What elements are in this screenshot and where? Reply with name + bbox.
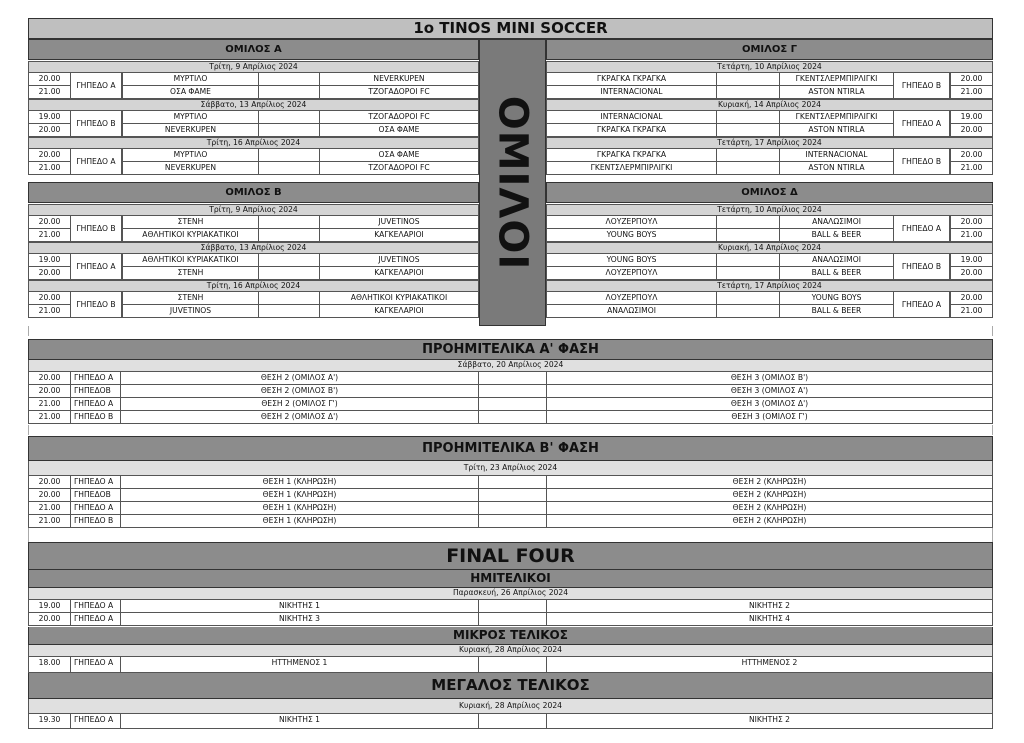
- away-team: ΤΖΟΓΑΔΟΡΟΙ FC: [368, 163, 430, 172]
- home-team: ΗΤΤΗΜΕΝΟΣ 1: [121, 657, 479, 672]
- venue-label: ΓΗΠΕΔΟ Β: [70, 292, 122, 318]
- venue-label: ΓΗΠΕΔΟ Β: [70, 111, 122, 137]
- home-team: ΓΚΡΑΓΚΑ ΓΚΡΑΓΚΑ: [547, 73, 717, 85]
- away-team: ΤΖΟΓΑΔΟΡΟΙ FC: [368, 112, 430, 121]
- match-time: 20.00: [29, 372, 71, 384]
- match-time: 21.00: [29, 398, 71, 410]
- home-team: ΘΕΣΗ 1 (ΚΛΗΡΩΣΗ): [121, 502, 479, 514]
- match-row: [28, 600, 993, 613]
- match-time: 21.00: [29, 515, 71, 527]
- away-team: ΘΕΣΗ 3 (ΟΜΙΛΟΣ Δ'): [730, 399, 809, 408]
- match-time: 21.00: [29, 162, 71, 174]
- semifinals-header: ΗΜΙΤΕΛΙΚΟΙ: [28, 570, 993, 588]
- score-slot: [717, 292, 780, 304]
- venue-label: ΓΗΠΕΔΟΒ: [71, 385, 121, 397]
- score-slot: [717, 86, 780, 98]
- away-team: ΚΑΓΚΕΛΑΡΙΟΙ: [374, 306, 424, 315]
- score-slot: [259, 292, 320, 304]
- match-date: Σάββατο, 13 Απρίλιος 2024: [28, 99, 479, 111]
- venue-label: ΓΗΠΕΔΟ Α: [71, 476, 121, 488]
- semifinals-date: Παρασκευή, 26 Απρίλιος 2024: [28, 588, 993, 600]
- match-time: 21.00: [29, 411, 71, 423]
- away-team: ΟΣΑ ΦΑΜΕ: [378, 125, 420, 134]
- match-time: 21.00: [960, 87, 983, 96]
- home-team: ΣΤΕΝΗ: [123, 292, 259, 304]
- score-slot: [259, 267, 320, 279]
- away-team: ΘΕΣΗ 3 (ΟΜΙΛΟΣ Β'): [730, 373, 809, 382]
- home-team: ΘΕΣΗ 2 (ΟΜΙΛΟΣ Γ'): [121, 398, 479, 410]
- match-time: 21.00: [960, 230, 983, 239]
- away-team: YOUNG BOYS: [780, 292, 894, 304]
- score-slot: [717, 73, 780, 85]
- home-team: ΝΙΚΗΤΗΣ 1: [121, 714, 479, 728]
- score-slot: [479, 515, 547, 527]
- match-time: 20.00: [960, 268, 983, 277]
- home-team: ΓΚΕΝΤΣΛΕΡΜΠΙΡΛΙΓΚΙ: [547, 162, 717, 174]
- match-row: [28, 398, 993, 411]
- home-team: INTERNACIONAL: [547, 86, 717, 98]
- match-time: 20.00: [29, 489, 71, 501]
- venue-label: ΓΗΠΕΔΟ Α: [70, 73, 122, 99]
- away-team: ΑΝΑΛΩΣΙΜΟΙ: [780, 254, 894, 266]
- score-slot: [479, 372, 547, 384]
- prequarters-a-date: Σάββατο, 20 Απρίλιος 2024: [28, 360, 993, 372]
- match-time: 20.00: [960, 217, 983, 226]
- away-team: BALL & BEER: [780, 267, 894, 279]
- final-four-header: FINAL FOUR: [28, 542, 993, 570]
- match-time: 20.00: [29, 476, 71, 488]
- match-date: Τετάρτη, 10 Απρίλιος 2024: [546, 204, 993, 216]
- home-team: NEVERKUPEN: [123, 162, 259, 174]
- score-slot: [259, 86, 320, 98]
- away-team: ΘΕΣΗ 2 (ΚΛΗΡΩΣΗ): [732, 477, 807, 486]
- group-b-header: ΟΜΙΛΟΣ Β: [28, 182, 479, 203]
- away-team: ΝΙΚΗΤΗΣ 4: [748, 614, 790, 623]
- venue-label: ΓΗΠΕΔΟ Α: [893, 216, 950, 242]
- home-team: ΣΤΕΝΗ: [123, 267, 259, 279]
- match-time: 21.00: [29, 229, 71, 241]
- venue-label: ΓΗΠΕΔΟ Α: [893, 111, 950, 137]
- home-team: ΓΚΡΑΓΚΑ ΓΚΡΑΓΚΑ: [547, 124, 717, 136]
- score-slot: [717, 267, 780, 279]
- match-time: 21.00: [29, 502, 71, 514]
- match-date: Τετάρτη, 17 Απρίλιος 2024: [546, 280, 993, 292]
- match-row: [28, 411, 993, 424]
- score-slot: [717, 111, 780, 123]
- small-final-date: Κυριακή, 28 Απρίλιος 2024: [28, 645, 993, 657]
- prequarters-b-header: ΠΡΟΗΜΙΤΕΛΙΚΑ Β' ΦΑΣΗ: [28, 436, 993, 461]
- away-team: ΗΤΤΗΜΕΝΟΣ 2: [741, 658, 798, 667]
- venue-label: ΓΗΠΕΔΟ Α: [70, 254, 122, 280]
- away-team: BALL & BEER: [780, 305, 894, 317]
- away-team: INTERNACIONAL: [780, 149, 894, 161]
- away-team: ΝΙΚΗΤΗΣ 2: [748, 601, 790, 610]
- venue-label: ΓΗΠΕΔΟΒ: [71, 489, 121, 501]
- home-team: ΓΚΡΑΓΚΑ ΓΚΡΑΓΚΑ: [547, 149, 717, 161]
- score-slot: [479, 385, 547, 397]
- match-time: 19.00: [29, 600, 71, 612]
- away-team: ΚΑΓΚΕΛΑΡΙΟΙ: [374, 230, 424, 239]
- venue-label: ΓΗΠΕΔΟ Α: [71, 502, 121, 514]
- away-team: ΓΚΕΝΤΣΛΕΡΜΠΙΡΛΙΓΚΙ: [780, 111, 894, 123]
- home-team: ΜΥΡΤΙΛΟ: [123, 111, 259, 123]
- match-date: Τετάρτη, 17 Απρίλιος 2024: [546, 137, 993, 149]
- match-time: 21.00: [960, 306, 983, 315]
- away-team: ASTON NTIRLA: [780, 162, 894, 174]
- away-team: ΘΕΣΗ 3 (ΟΜΙΛΟΣ Α'): [730, 386, 809, 395]
- match-row: [28, 385, 993, 398]
- home-team: ΘΕΣΗ 1 (ΚΛΗΡΩΣΗ): [121, 476, 479, 488]
- away-team: ΑΘΛΗΤΙΚΟΙ ΚΥΡΙΑΚΑΤΙΚΟΙ: [350, 293, 448, 302]
- match-time: 20.00: [29, 124, 71, 136]
- home-team: ΘΕΣΗ 1 (ΚΛΗΡΩΣΗ): [121, 489, 479, 501]
- match-row: [28, 613, 993, 626]
- match-time: 19.00: [960, 112, 983, 121]
- venue-label: ΓΗΠΕΔΟ Α: [893, 292, 950, 318]
- home-team: ΘΕΣΗ 2 (ΟΜΙΛΟΣ Δ'): [121, 411, 479, 423]
- match-time: 20.00: [960, 74, 983, 83]
- groups-vertical-banner: [479, 39, 546, 326]
- match-row: [28, 714, 993, 729]
- prequarters-a-header: ΠΡΟΗΜΙΤΕΛΙΚΑ Α' ΦΑΣΗ: [28, 339, 993, 360]
- home-team: ΟΣΑ ΦΑΜΕ: [123, 86, 259, 98]
- big-final-date: Κυριακή, 28 Απρίλιος 2024: [28, 699, 993, 714]
- away-team: ΘΕΣΗ 2 (ΚΛΗΡΩΣΗ): [732, 516, 807, 525]
- home-team: ΑΘΛΗΤΙΚΟΙ ΚΥΡΙΑΚΑΤΙΚΟΙ: [123, 254, 259, 266]
- spacer-row: [28, 326, 993, 336]
- spacer-row: [28, 528, 993, 542]
- venue-label: ΓΗΠΕΔΟ Α: [71, 613, 121, 625]
- home-team: ΝΙΚΗΤΗΣ 3: [121, 613, 479, 625]
- match-time: 20.00: [29, 385, 71, 397]
- match-date: Τρίτη, 9 Απρίλιος 2024: [28, 61, 479, 73]
- match-time: 20.00: [29, 216, 71, 228]
- match-time: 19.00: [960, 255, 983, 264]
- big-final-header: ΜΕΓΑΛΟΣ ΤΕΛΙΚΟΣ: [28, 673, 993, 699]
- groups-vertical-label: ΟΜΙΛΟΙ: [489, 95, 536, 270]
- venue-label: ΓΗΠΕΔΟ Β: [71, 515, 121, 527]
- home-team: ΛΟΥΖΕΡΠΟΥΛ: [547, 292, 717, 304]
- away-team: ΟΣΑ ΦΑΜΕ: [378, 150, 420, 159]
- match-time: 21.00: [29, 86, 71, 98]
- venue-label: ΓΗΠΕΔΟ Β: [71, 411, 121, 423]
- match-date: Τρίτη, 16 Απρίλιος 2024: [28, 137, 479, 149]
- score-slot: [259, 149, 320, 161]
- away-team: ΝΙΚΗΤΗΣ 2: [748, 715, 790, 724]
- venue-label: ΓΗΠΕΔΟ Α: [70, 149, 122, 175]
- score-slot: [717, 124, 780, 136]
- score-slot: [479, 600, 547, 612]
- score-slot: [717, 254, 780, 266]
- small-final-header: ΜΙΚΡΟΣ ΤΕΛΙΚΟΣ: [28, 627, 993, 645]
- score-slot: [717, 216, 780, 228]
- score-slot: [479, 502, 547, 514]
- score-slot: [479, 411, 547, 423]
- away-team: ASTON NTIRLA: [780, 86, 894, 98]
- match-date: Τρίτη, 16 Απρίλιος 2024: [28, 280, 479, 292]
- home-team: ΑΝΑΛΩΣΙΜΟΙ: [547, 305, 717, 317]
- score-slot: [717, 305, 780, 317]
- group-g-header: ΟΜΙΛΟΣ Γ: [546, 39, 993, 60]
- group-a-header: ΟΜΙΛΟΣ Α: [28, 39, 479, 60]
- tournament-title: 1ο TINOS MINI SOCCER: [28, 18, 993, 39]
- venue-label: ΓΗΠΕΔΟ Β: [70, 216, 122, 242]
- match-date: Κυριακή, 14 Απρίλιος 2024: [546, 242, 993, 254]
- home-team: INTERNACIONAL: [547, 111, 717, 123]
- away-team: ΚΑΓΚΕΛΑΡΙΟΙ: [374, 268, 424, 277]
- match-time: 21.00: [960, 163, 983, 172]
- score-slot: [479, 714, 547, 728]
- score-slot: [479, 613, 547, 625]
- home-team: ΘΕΣΗ 1 (ΚΛΗΡΩΣΗ): [121, 515, 479, 527]
- match-time: 20.00: [29, 613, 71, 625]
- score-slot: [479, 398, 547, 410]
- match-time: 20.00: [29, 73, 71, 85]
- prequarters-b-date: Τρίτη, 23 Απρίλιος 2024: [28, 461, 993, 476]
- away-team: ΑΝΑΛΩΣΙΜΟΙ: [780, 216, 894, 228]
- match-time: 20.00: [29, 149, 71, 161]
- score-slot: [259, 305, 320, 317]
- home-team: ΘΕΣΗ 2 (ΟΜΙΛΟΣ Α'): [121, 372, 479, 384]
- score-slot: [259, 73, 320, 85]
- match-time: 20.00: [29, 267, 71, 279]
- venue-label: ΓΗΠΕΔΟ Α: [71, 714, 121, 728]
- home-team: ΘΕΣΗ 2 (ΟΜΙΛΟΣ Β'): [121, 385, 479, 397]
- score-slot: [259, 162, 320, 174]
- home-team: ΛΟΥΖΕΡΠΟΥΛ: [547, 267, 717, 279]
- away-team: NEVERKUPEN: [373, 74, 425, 83]
- away-team: ΘΕΣΗ 2 (ΚΛΗΡΩΣΗ): [732, 503, 807, 512]
- match-time: 19.00: [29, 254, 71, 266]
- match-row: [28, 657, 993, 673]
- match-time: 20.00: [29, 292, 71, 304]
- match-date: Κυριακή, 14 Απρίλιος 2024: [546, 99, 993, 111]
- home-team: ΝΙΚΗΤΗΣ 1: [121, 600, 479, 612]
- score-slot: [479, 476, 547, 488]
- score-slot: [479, 657, 547, 672]
- match-time: 19.30: [29, 714, 71, 728]
- home-team: ΣΤΕΝΗ: [123, 216, 259, 228]
- score-slot: [259, 229, 320, 241]
- match-row: [28, 372, 993, 385]
- venue-label: ΓΗΠΕΔΟ Α: [71, 600, 121, 612]
- away-team: ΓΚΕΝΤΣΛΕΡΜΠΙΡΛΙΓΚΙ: [780, 73, 894, 85]
- match-time: 20.00: [960, 125, 983, 134]
- venue-label: ΓΗΠΕΔΟ Α: [71, 398, 121, 410]
- score-slot: [717, 162, 780, 174]
- venue-label: ΓΗΠΕΔΟ Α: [71, 657, 121, 672]
- home-team: NEVERKUPEN: [123, 124, 259, 136]
- score-slot: [259, 124, 320, 136]
- venue-label: ΓΗΠΕΔΟ Β: [893, 149, 950, 175]
- home-team: ΛΟΥΖΕΡΠΟΥΛ: [547, 216, 717, 228]
- away-team: JUVETINOS: [378, 217, 420, 226]
- match-row: [28, 502, 993, 515]
- away-team: ΘΕΣΗ 3 (ΟΜΙΛΟΣ Γ'): [731, 412, 808, 421]
- home-team: YOUNG BOYS: [547, 254, 717, 266]
- away-team: JUVETINOS: [378, 255, 420, 264]
- match-date: Τετάρτη, 10 Απρίλιος 2024: [546, 61, 993, 73]
- match-time: 19.00: [29, 111, 71, 123]
- away-team: BALL & BEER: [780, 229, 894, 241]
- match-row: [28, 489, 993, 502]
- score-slot: [259, 254, 320, 266]
- match-time: 20.00: [960, 150, 983, 159]
- match-time: 21.00: [29, 305, 71, 317]
- away-team: ASTON NTIRLA: [780, 124, 894, 136]
- home-team: YOUNG BOYS: [547, 229, 717, 241]
- match-row: [28, 476, 993, 489]
- score-slot: [717, 149, 780, 161]
- score-slot: [717, 229, 780, 241]
- home-team: ΑΘΛΗΤΙΚΟΙ ΚΥΡΙΑΚΑΤΙΚΟΙ: [123, 229, 259, 241]
- match-row: [28, 515, 993, 528]
- score-slot: [259, 216, 320, 228]
- venue-label: ΓΗΠΕΔΟ Β: [893, 73, 950, 99]
- home-team: JUVETINOS: [123, 305, 259, 317]
- away-team: ΘΕΣΗ 2 (ΚΛΗΡΩΣΗ): [732, 490, 807, 499]
- score-slot: [479, 489, 547, 501]
- match-date: Τρίτη, 9 Απρίλιος 2024: [28, 204, 479, 216]
- home-team: ΜΥΡΤΙΛΟ: [123, 73, 259, 85]
- score-slot: [259, 111, 320, 123]
- home-team: ΜΥΡΤΙΛΟ: [123, 149, 259, 161]
- group-d-header: ΟΜΙΛΟΣ Δ: [546, 182, 993, 203]
- spacer-row: [28, 425, 993, 435]
- match-date: Σάββατο, 13 Απρίλιος 2024: [28, 242, 479, 254]
- match-time: 20.00: [960, 293, 983, 302]
- match-time: 18.00: [29, 657, 71, 672]
- away-team: ΤΖΟΓΑΔΟΡΟΙ FC: [368, 87, 430, 96]
- venue-label: ΓΗΠΕΔΟ Α: [71, 372, 121, 384]
- venue-label: ΓΗΠΕΔΟ Β: [893, 254, 950, 280]
